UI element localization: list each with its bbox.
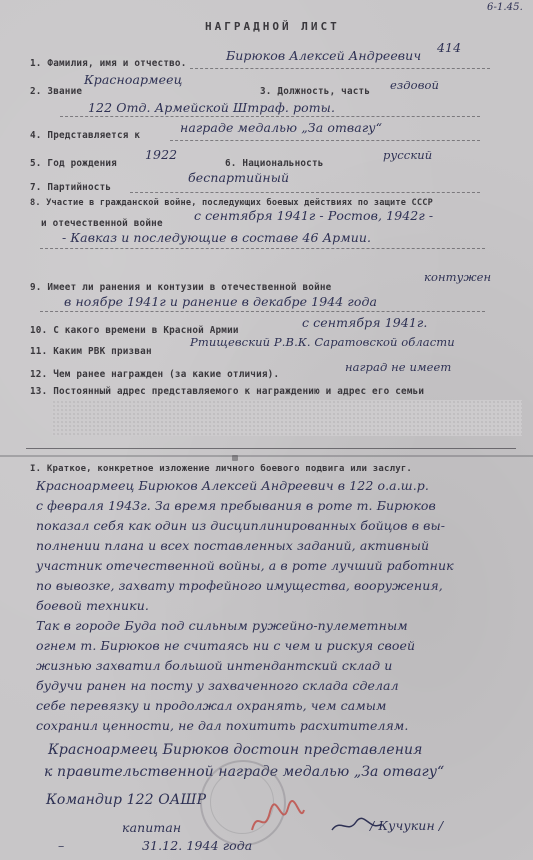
section-heading: I. Краткое, конкретное изложение личного боевого подвига или заслуг. [30, 464, 413, 474]
field-1-label: 1. Фамилия, имя и отчество. [30, 58, 187, 69]
field-10-label: 10. С какого времени в Красной Армии [30, 325, 239, 336]
field-3-position: ездовой [390, 78, 440, 92]
staple-mark [232, 455, 238, 461]
narrative-line-9: огнем т. Бирюков не считаясь ни с чем и рискуя своей [36, 638, 416, 653]
field-13-label: 13. Постоянный адрес представляемого к награждению и адрес его семьи [30, 386, 425, 397]
field-8-value-1: с сентября 1941г - Ростов, 1942г - [194, 208, 434, 223]
field-11-value: Ртищевский Р.В.К. Саратовской области [190, 335, 455, 349]
signer-name: / Кучукин / [370, 818, 444, 833]
commander-title: Командир 122 ОАШР [46, 792, 207, 808]
field-6-value: русский [383, 148, 433, 162]
signature-stroke-red [252, 801, 304, 830]
narrative-line-1: Красноармеец Бирюков Алексей Андреевич в 122 о.а.ш.р. [36, 478, 429, 493]
field-7-label: 7. Партийность [30, 182, 112, 193]
narrative-line-6: по вывозке, захвату трофейного имущества, вооружения, [36, 578, 443, 593]
conclusion-line-1: Красноармеец Бирюков достоин представления [48, 742, 423, 758]
field-3-label: 3. Должность, часть [260, 86, 371, 97]
field-8-label: 8. Участие в гражданской войне, последующих боевых действиях по защите СССР [30, 198, 434, 208]
field-3-underline [60, 116, 480, 117]
narrative-line-3: показал себя как один из дисциплинированных бойцов в вы- [36, 518, 446, 533]
field-10-value: с сентября 1941г. [302, 315, 428, 330]
field-8-label-cont: и отечественной войне [41, 218, 163, 229]
narrative-line-8: Так в городе Буда под сильным ружейно-пулеметным [36, 618, 408, 633]
narrative-line-5: участник отечественной войны, а в роте лучший работник [36, 558, 454, 573]
signature-scribble-red [248, 800, 308, 840]
commander-rank: капитан [122, 820, 182, 835]
narrative-line-13: сохранил ценности, не дал похитить расхитителям. [36, 718, 409, 733]
field-5-value: 1922 [145, 147, 178, 162]
field-1-value: Бирюков Алексей Андреевич [226, 48, 422, 63]
field-12-label: 12. Чем ранее награжден (за какие отличия). [30, 369, 280, 380]
date-dash: – [58, 838, 65, 853]
field-1-underline [190, 68, 490, 69]
narrative-line-10: жизнью захватил большой интендантский склад и [36, 658, 393, 673]
field-7-value: беспартийный [188, 170, 290, 185]
field-4-underline [170, 140, 480, 141]
field-5-label: 5. Год рождения [30, 158, 117, 169]
field-4-value: награде медалью „За отвагу“ [180, 120, 383, 135]
field-7-underline [130, 192, 480, 193]
redacted-address [52, 400, 522, 436]
field-3-unit: 122 Отд. Армейской Штраф. роты. [88, 100, 336, 115]
field-6-label: 6. Национальность [225, 158, 324, 169]
field-2-label: 2. Звание [30, 86, 83, 97]
narrative-line-4: полнении плана и всех поставленных заданий, активный [36, 538, 430, 553]
field-9-label: 9. Имеет ли ранения и контузии в отечественной войне [30, 282, 332, 293]
field-9-value-1: контужен [424, 270, 492, 284]
field-11-label: 11. Каким РВК призван [30, 346, 152, 357]
page-fold [0, 455, 533, 457]
section-divider [26, 448, 516, 449]
narrative-line-11: будучи ранен на посту у захваченного склада сделал [36, 678, 399, 693]
field-8-value-2: - Кавказ и последующие в составе 46 Армии. [62, 230, 372, 245]
corner-note: 6-1.45. [487, 2, 523, 13]
narrative-line-2: с февраля 1943г. За время пребывания в роте т. Бирюков [36, 498, 436, 513]
field-9-underline [40, 311, 485, 312]
document-number: 414 [437, 40, 462, 55]
narrative-line-7: боевой техники. [36, 598, 149, 613]
field-8-underline [40, 248, 485, 249]
conclusion-line-2: к правительственной награде медалью „За отвагу“ [44, 764, 445, 780]
field-4-label: 4. Представляется к [30, 130, 141, 141]
field-12-value: наград не имеет [345, 360, 452, 374]
document-title: НАГРАДНОЙ ЛИСТ [205, 20, 340, 33]
field-9-value-2: в ноябре 1941г и ранение в декабре 1944 года [64, 294, 378, 309]
sign-date: 31.12. 1944 года [142, 838, 253, 853]
narrative-line-12: себе перевязку и продолжал охранять, чем самым [36, 698, 387, 713]
field-2-rank: Красноармеец [84, 72, 183, 87]
